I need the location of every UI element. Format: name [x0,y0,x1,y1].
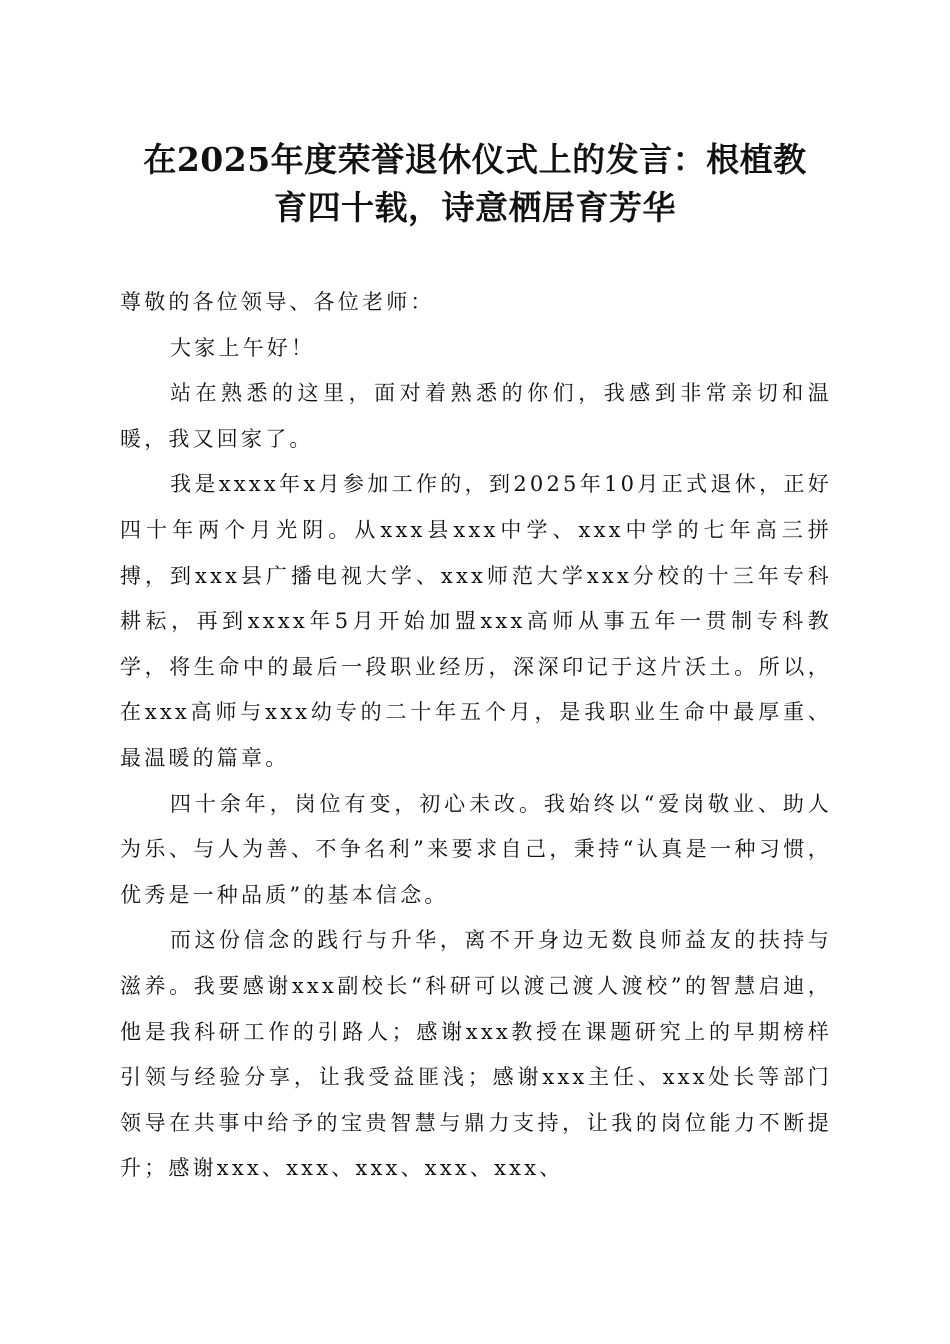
paragraph-belief: 四十余年，岗位有变，初心未改。我始终以“爱岗敬业、助人为乐、与人为善、不争名利”来要求自己，秉持“认真是一种习惯，优秀是一种品质”的基本信念。 [120,791,832,907]
paragraph-homecoming: 站在熟悉的这里，面对着熟悉的你们，我感到非常亲切和温暖，我又回家了。 [120,381,832,451]
salutation: 尊敬的各位领导、各位老师： [120,290,435,314]
paragraph-gratitude: 而这份信念的践行与升华，离不开身边无数良师益友的扶持与滋养。我要感谢xxx副校长“科研可以渡己渡人渡校”的智慧启迪，他是我科研工作的引路人；感谢xxx教授在课题研究上的早期榜样引领与经验分享，让我受益匪浅；感谢xxx主任、xxx处长等部门领导在共事中给予的宝贵智慧与鼎力支持，让我的岗位能力不断提升；感谢xxx、xxx、xxx、xxx、xxx、 [120,928,832,1181]
title-line-1: 在2025年度荣誉退休仪式上的发言：根植教 [143,140,807,179]
title-line-2: 育四十载，诗意栖居育芳华 [274,188,676,227]
document-title [110,136,840,232]
paragraph-career: 我是xxxx年x月参加工作的，到2025年10月正式退休，正好四十年两个月光阴。从xxx县xxx中学、xxx中学的七年高三拼搏，到xxx县广播电视大学、xxx师范大学xxx分校的十三年专科耕耘，再到xxxx年5月开始加盟xxx高师从事五年一贯制专科教学，将生命中的最后一段职业经历，深深印记于这片沃土。所以，在xxx高师与xxx幼专的二十年五个月，是我职业生命中最厚重、最温暖的篇章。 [120,472,832,770]
paragraph-greeting: 大家上午好！ [170,335,316,360]
document-body [120,280,832,1192]
